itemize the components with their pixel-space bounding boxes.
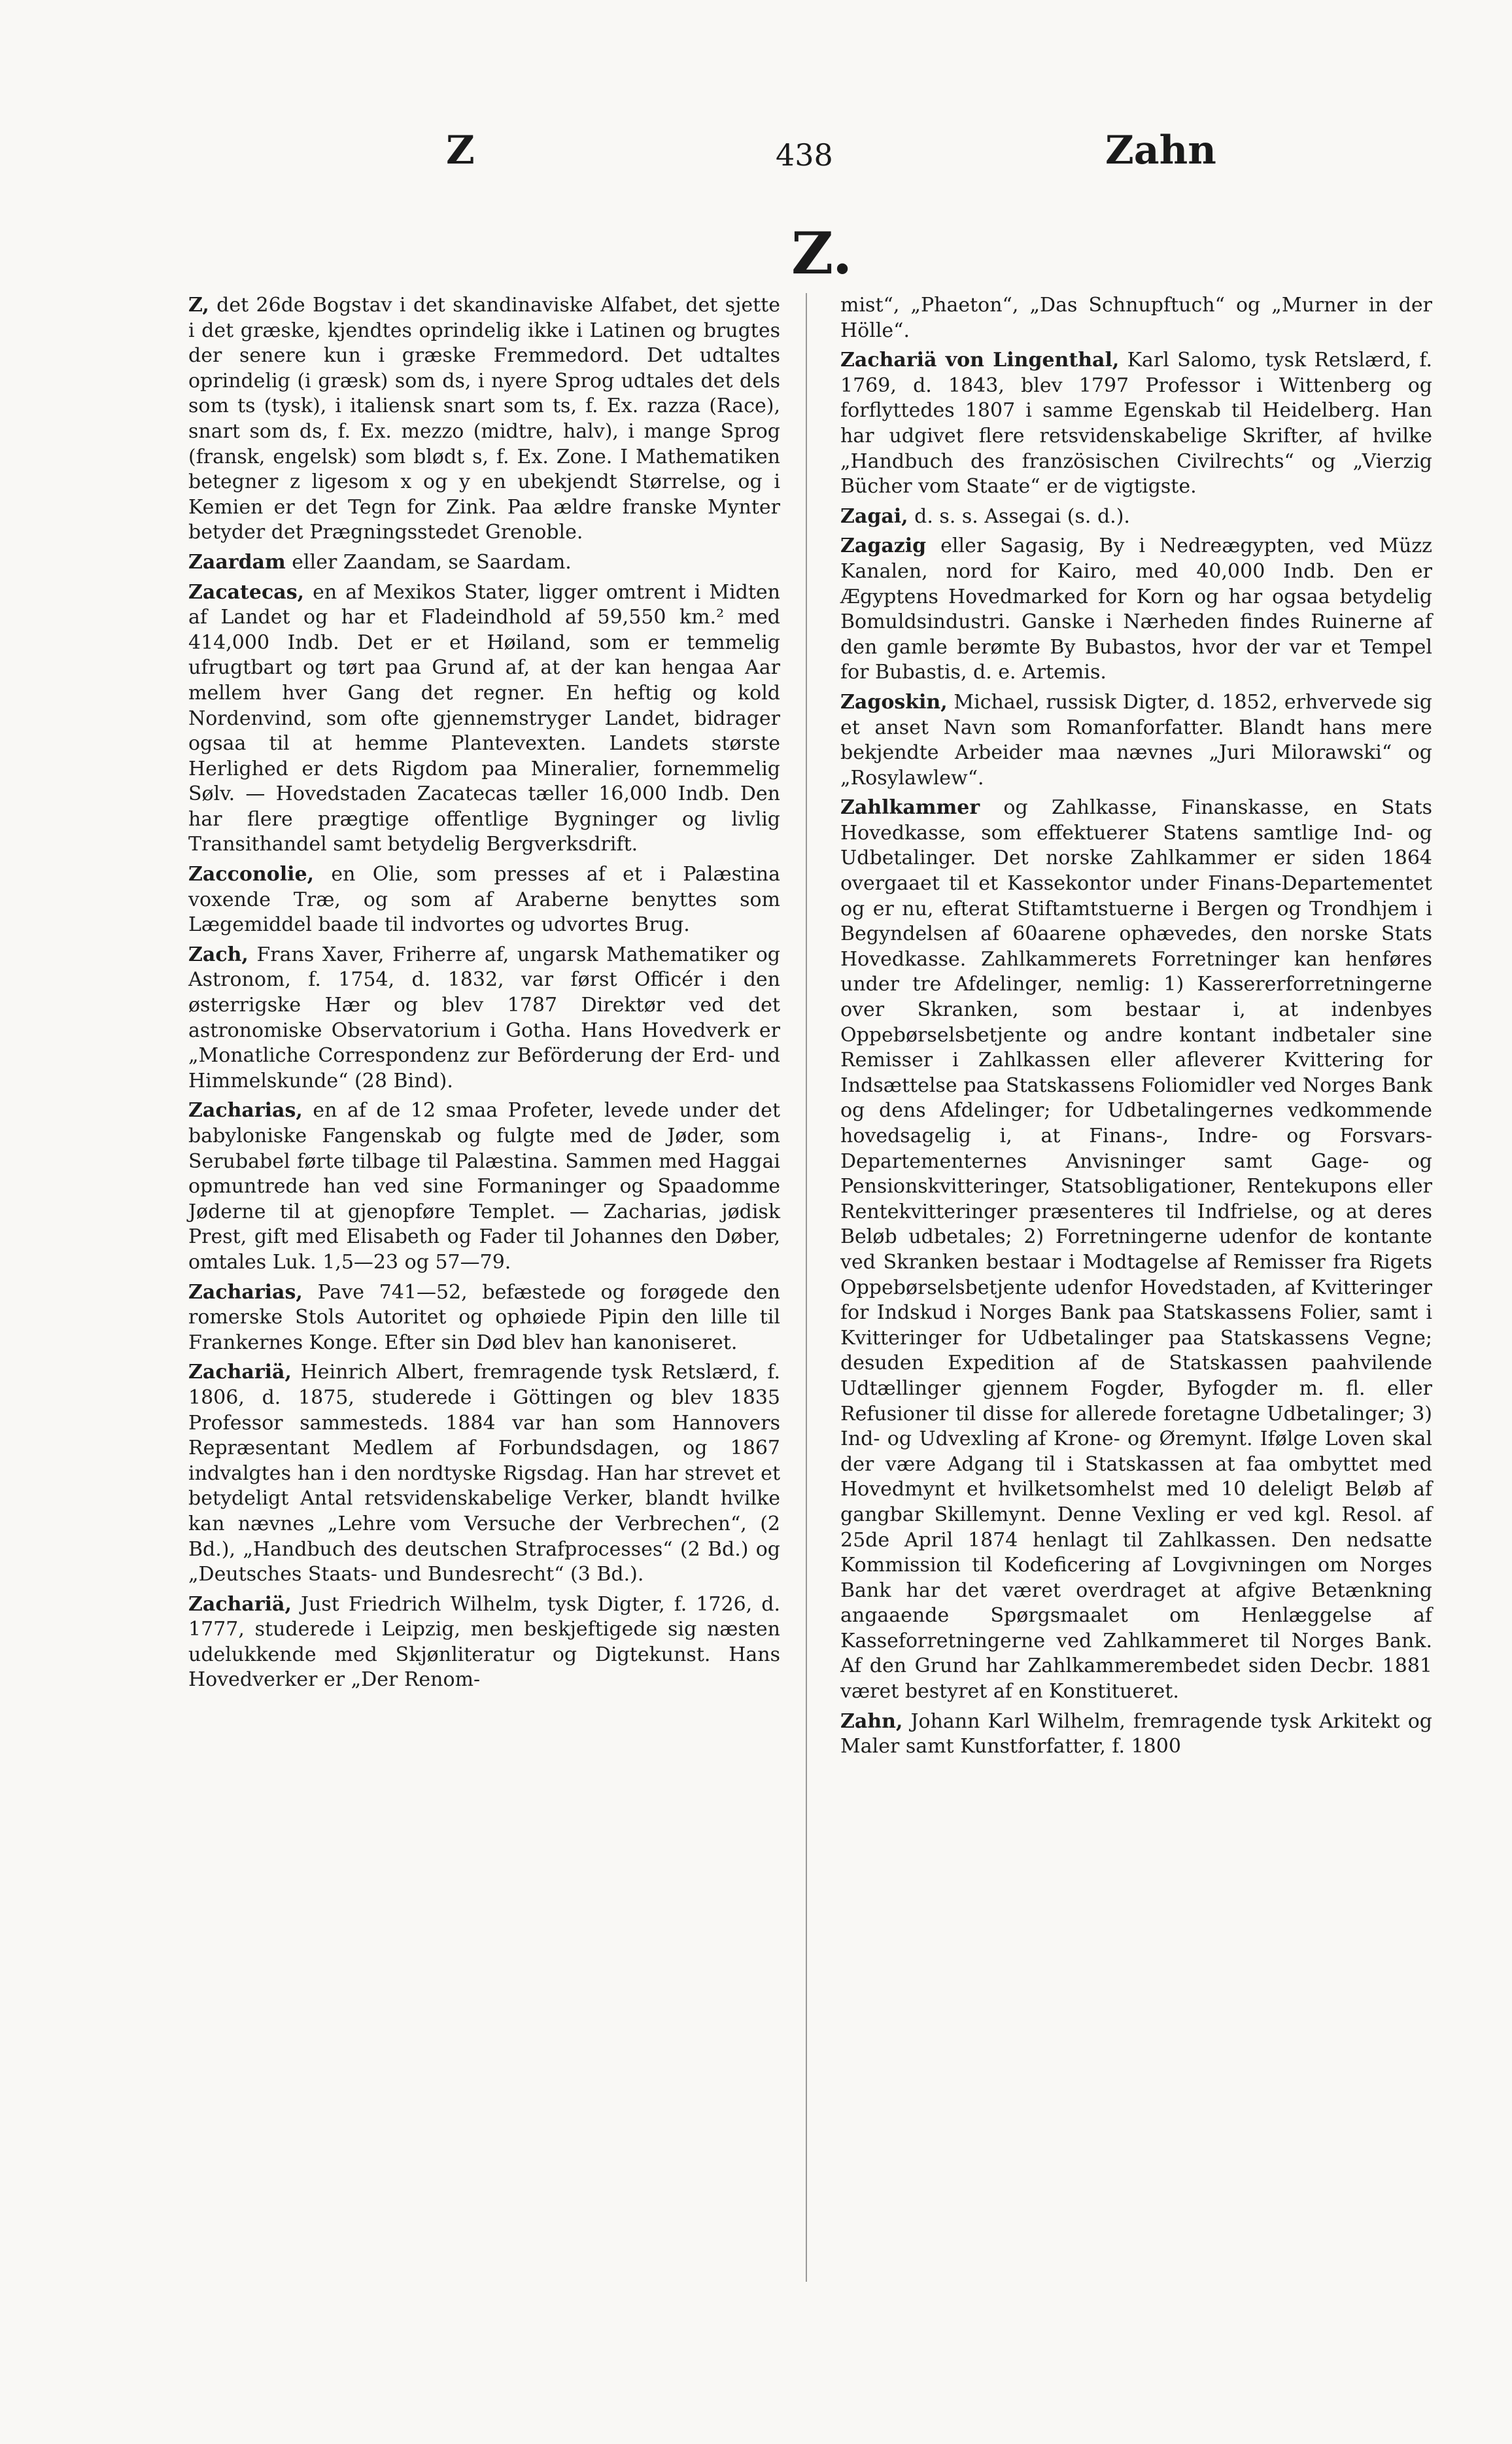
running-head-right: Zahn xyxy=(1105,128,1216,173)
entry xyxy=(840,690,1432,791)
entry-head: Zacconolie, xyxy=(188,863,315,886)
entry xyxy=(840,534,1432,686)
entry-text: Johann Karl Wilhelm, fremragende tysk Arkitekt og Maler samt Kunstforfatter, f. 1800 xyxy=(840,1709,1432,1758)
entry xyxy=(840,348,1432,500)
entry-head: Zach, xyxy=(188,943,249,966)
entry-text: en af Mexikos Stater, ligger omtrent i Midten af Landet og har et Fladeindhold af 59,550 km.² med 414,000 Indb. Det er et Høiland, som er temmelig ufrugtbart og tørt paa Grund af, at der kan hengaa Aar mellem hver Gang det regner. En heftig og kold Nordenvind, som ofte gjennemstryger Landet, bidrager ogsaa til at hemme Plantevexten. Landets største Herlighed er dets Rigdom paa Mineralier, fornemmelig Sølv. — Hovedstaden Zacatecas tæller 16,000 Indb. Den har flere prægtige offentlige Bygninger og livlig Transithandel samt betydelig Bergverksdrift. xyxy=(188,580,780,856)
entry-text: mist“, „Phaeton“, „Das Schnupftuch“ og „Murner in der Hölle“. xyxy=(840,294,1432,342)
entry xyxy=(840,1709,1432,1760)
entry xyxy=(188,1360,780,1587)
entry-text: Heinrich Albert, fremragende tysk Retslærd, f. 1806, d. 1875, studerede i Göttingen og blev 1835 Professor sammesteds. 1884 var han som Hannovers Repræsentant Medlem af Forbundsdagen, og 1867 indvalgtes han i den nordtyske Rigsdag. Han har strevet et betydeligt Antal retsvidenskabelige Verker, blandt hvilke kan nævnes „Lehre vom Versuche der Verbrechen“, (2 Bd.), „Handbuch des deutschen Strafprocesses“ (2 Bd.) og „Deutsches Staats- und Bundesrecht“ (3 Bd.). xyxy=(188,1361,780,1586)
entry-text: og Zahlkasse, Finanskasse, en Stats Hovedkasse, som effektuerer Statens samtlige Ind- og Udbetalinger. Det norske Zahlkammer er siden 1864 overgaaet til et Kassekontor under Finans-Departementet og er nu, efterat Stiftamtstuerne i Bergen og Trondhjem i Begyndelsen af 60aarene ophævedes, den norske Stats Hovedkasse. Zahlkammerets Forretninger kan henføres under tre Afdelinger, nemlig: 1) Kassererforretningerne over Skranken, som bestaar i, at indenbyes Oppebørselsbetjente og andre kontant indbetaler sine Remisser i Zahlkassen eller afleverer Kvittering for Indsættelse paa Statskassens Foliomidler ved Norges Bank og dens Afdelinger; for Udbetalingernes vedkommende hovedsagelig i, at Finans-, Indre- og Forsvars-Departementernes Anvisninger samt Gage- og Pensionskvitteringer, Statsobligationer, Rentekupons eller Rentekvitteringer præsenteres til Indfrielse, og at deres Beløb udbetales; 2) Forretningerne udenfor de kontante ved Skranken bestaar i Modtagelse af Remisser fra Rigets Oppebørselsbetjente udenfor Hovedstaden, af Kvitteringer for Indskud i Norges Bank paa Statskassens Folier, samt i Kvitteringer for Udbetalinger paa Statskassens Vegne; desuden Expedition af de Statskassen paahvilende Udtællinger gjennem Fogder, Byfogder m. fl. eller Refusioner til disse for allerede foretagne Udbetalinger; 3) Ind- og Udvexling af Krone- og Øremynt. Ifølge Loven skal der være Adgang til i Statskassen at faa ombyttet med Hovedmynt et hvilketsomhelst med 10 deleligt Beløb af gangbar Skillemynt. Denne Vexling er ved kgl. Resol. af 25de April 1874 henlagt til Zahlkassen. Den nedsatte Kommission til Kodeficering af Lovgivningen om Norges Bank har det været overdraget at afgive Betænkning angaaende Spørgsmaalet om Henlæggelse af Kasseforretningerne ved Zahlkammeret til Norges Bank. Af den Grund har Zahlkammerembedet siden Decbr. 1881 været bestyret af en Konstitueret. xyxy=(840,796,1432,1703)
entry-text: Frans Xaver, Friherre af, ungarsk Mathematiker og Astronom, f. 1754, d. 1832, var først Officér i den østerrigske Hær og blev 1787 Direktør ved det astronomiske Observatorium i Gotha. Hans Hovedverk er „Monatliche Correspondenz zur Beförderung der Erd- und Himmelskunde“ (28 Bind). xyxy=(188,943,780,1092)
entry-head: Zachariä von Lingenthal, xyxy=(840,349,1120,372)
right-column xyxy=(840,293,1432,1764)
entry-text: eller Zaandam, se Saardam. xyxy=(292,550,572,574)
entry-head: Zachariä, xyxy=(188,1592,292,1616)
entry xyxy=(840,795,1432,1704)
entry-text: Karl Salomo, tysk Retslærd, f. 1769, d. 1843, blev 1797 Professor i Wittenberg og forflyttedes 1807 i samme Egenskab til Heidelberg. Han har udgivet flere retsvidenskabelige Skrifter, af hvilke „Handbuch des französischen Civilrechts“ og „Vierzig Bücher vom Staate“ er de vigtigste. xyxy=(840,349,1432,498)
section-letter: Z. xyxy=(791,219,853,287)
entry-text: d. s. s. Assegai (s. d.). xyxy=(914,504,1130,528)
page-number: 438 xyxy=(776,137,833,173)
entry-text: Pave 741—52, befæstede og forøgede den romerske Stols Autoritet og ophøiede Pipin den lille til Frankernes Konge. Efter sin Død blev han kanoniseret. xyxy=(188,1280,780,1354)
entry xyxy=(188,550,780,576)
entry xyxy=(188,862,780,938)
left-column xyxy=(188,293,780,1698)
entry xyxy=(188,943,780,1094)
entry xyxy=(188,580,780,858)
entry-head: Zagoskin, xyxy=(840,690,948,714)
entry-head: Zacharias, xyxy=(188,1280,303,1304)
entry xyxy=(188,1280,780,1356)
entry-head: Zaardam xyxy=(188,550,286,574)
entry-head: Zachariä, xyxy=(188,1361,292,1384)
entry-text: eller Sagasig, By i Nedreægypten, ved Müzz Kanalen, nord for Kairo, med 40,000 Indb. Den er Ægyptens Hovedmarked for Korn og har ogsaa betydelig Bomuldsindustri. Ganske i Nærheden findes Ruinerne af den gamle berømte By Bubastos, hvor der var et Tempel for Bubastis, d. e. Artemis. xyxy=(840,534,1432,684)
entry-text: det 26de Bogstav i det skandinaviske Alfabet, det sjette i det græske, kjendtes oprindelig ikke i Latinen og brugtes der senere kun i græske Fremmedord. Det udtaltes oprindelig (i græsk) som ds, i nyere Sprog udtales det dels som ts (tysk), i italiensk snart som ts, f. Ex. razza (Race), snart som ds, f. Ex. mezzo (midtre, halv), i mange Sprog (fransk, engelsk) som blødt s, f. Ex. Zone. I Mathematiken betegner z ligesom x og y en ubekjendt Størrelse, og i Kemien er det Tegn for Zink. Paa ældre franske Mynter betyder det Prægningsstedet Grenoble. xyxy=(188,294,780,544)
column-divider xyxy=(806,293,807,2282)
entry-head: Zahlkammer xyxy=(840,796,980,820)
entry-head: Z, xyxy=(188,294,209,317)
entry-head: Zacatecas, xyxy=(188,580,305,604)
entry xyxy=(840,293,1432,343)
entry xyxy=(188,1592,780,1693)
entry-head: Zacharias, xyxy=(188,1099,303,1123)
entry-head: Zagazig xyxy=(840,534,927,558)
entry xyxy=(188,1098,780,1275)
entry-text: en Olie, som presses af et i Palæstina voxende Træ, og som af Araberne benyttes som Lægemiddel baade til indvortes og udvortes Brug. xyxy=(188,863,780,937)
entry-text: Michael, russisk Digter, d. 1852, erhvervede sig et anset Navn som Romanforfatter. Blandt hans mere bekjendte Arbeider maa nævnes „Juri Milorawski“ og „Rosylawlew“. xyxy=(840,690,1432,790)
entry xyxy=(188,293,780,546)
running-head-left: Z xyxy=(446,128,475,173)
entry xyxy=(840,504,1432,530)
entry-text: Just Friedrich Wilhelm, tysk Digter, f. 1726, d. 1777, studerede i Leipzig, men beskjeftigede sig næsten udelukkende med Skjønliteratur og Digtekunst. Hans Hovedverker er „Der Renom- xyxy=(188,1592,780,1692)
entry-text: en af de 12 smaa Profeter, levede under det babyloniske Fangenskab og fulgte med de Jøder, som Serubabel førte tilbage til Palæstina. Sammen med Haggai opmuntrede han ved sine Formaninger og Spaadomme Jøderne til at gjenopføre Templet. — Zacharias, jødisk Prest, gift med Elisabeth og Fader til Johannes den Døber, omtales Luk. 1,5—23 og 57—79. xyxy=(188,1099,780,1274)
entry-head: Zahn, xyxy=(840,1709,903,1733)
entry-head: Zagai, xyxy=(840,504,908,528)
